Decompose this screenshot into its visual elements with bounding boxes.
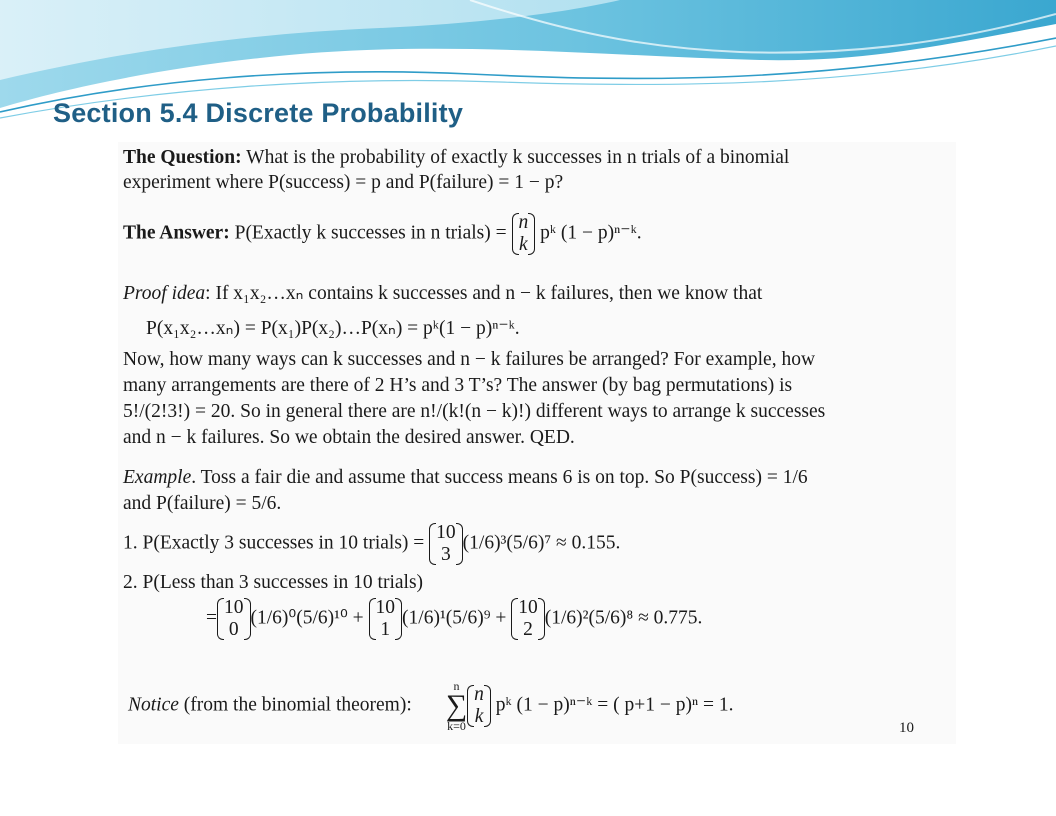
arrangement-line-4: and n − k failures. So we obtain the desired answer. QED. — [123, 427, 575, 448]
summation-symbol: n ∑ k=0 — [445, 679, 468, 733]
term-0: (1/6)⁰(5/6)¹⁰ + — [250, 607, 364, 629]
question-line-1 — [123, 146, 789, 170]
proof-label: Proof idea — [123, 283, 206, 304]
arrangement-line-2: many arrangements are there of 2 H’s and 3 T’s? The answer (by bag permutations) is — [123, 375, 793, 396]
term-2: (1/6)²(5/6)⁸ ≈ 0.775. — [544, 607, 703, 629]
notice-text: (from the binomial theorem): — [178, 694, 412, 716]
arrangement-line-3: 5!/(2!3!) = 20. So in general there are n!/(k!(n − k)!) different ways to arrange k successes — [123, 401, 826, 422]
question-line-2: experiment where P(success) = p and P(failure) = 1 − p? — [123, 172, 564, 193]
answer-lhs: P(Exactly k successes in n trials) = — [229, 222, 512, 244]
item2-expansion — [206, 597, 702, 641]
example-label: Example — [123, 467, 192, 488]
binomial-10-0: 10 0 — [217, 597, 251, 641]
item1-rhs: (1/6)³(5/6)⁷ ≈ 0.155. — [462, 532, 621, 554]
binomial-n-k: n k — [512, 212, 536, 256]
page-number: 10 — [899, 720, 914, 736]
example-text: . Toss a fair die and assume that success means 6 is on top. So P(success) = 1/6 — [191, 467, 808, 488]
arrangement-line-1: Now, how many ways can k successes and n − k failures be arranged? For example, how — [123, 349, 816, 370]
question-label: The Question: — [123, 147, 242, 168]
answer-rhs: pᵏ (1 − p)ⁿ⁻ᵏ. — [540, 222, 642, 244]
example-line-2: and P(failure) = 5/6. — [123, 493, 282, 514]
item1-lhs: 1. P(Exactly 3 successes in 10 trials) = — [123, 532, 430, 554]
binomial-10-3: 10 3 — [429, 522, 463, 566]
example-line-1 — [123, 466, 808, 490]
example-item-1 — [123, 522, 620, 566]
binomial-10-1: 10 1 — [369, 597, 403, 641]
notice-rhs: pᵏ (1 − p)ⁿ⁻ᵏ = ( p+1 − p)ⁿ = 1. — [495, 694, 734, 716]
question-text: What is the probability of exactly k successes in n trials of a binomial — [241, 147, 790, 168]
example-item-2: 2. P(Less than 3 successes in 10 trials) — [123, 572, 424, 593]
answer-label: The Answer: — [123, 222, 230, 244]
proof-line-2: P(x₁x₂…xₙ) = P(x₁)P(x₂)…P(xₙ) = pᵏ(1 − p)ⁿ⁻ᵏ. — [146, 318, 520, 339]
binomial-n-k-notice: n k — [467, 684, 491, 728]
notice-line — [128, 679, 734, 733]
slide-content-image — [118, 142, 956, 744]
binomial-10-2: 10 2 — [511, 597, 545, 641]
proof-text: : If x₁x₂…xₙ contains k successes and n − k failures, then we know that — [205, 283, 763, 304]
notice-label: Notice — [128, 694, 179, 716]
slide-title: Section 5.4 Discrete Probability — [53, 98, 464, 128]
proof-line-1 — [123, 282, 762, 306]
term-1: (1/6)¹(5/6)⁹ + — [402, 607, 507, 629]
item2-equals: = — [206, 607, 217, 629]
answer-line — [123, 212, 642, 256]
